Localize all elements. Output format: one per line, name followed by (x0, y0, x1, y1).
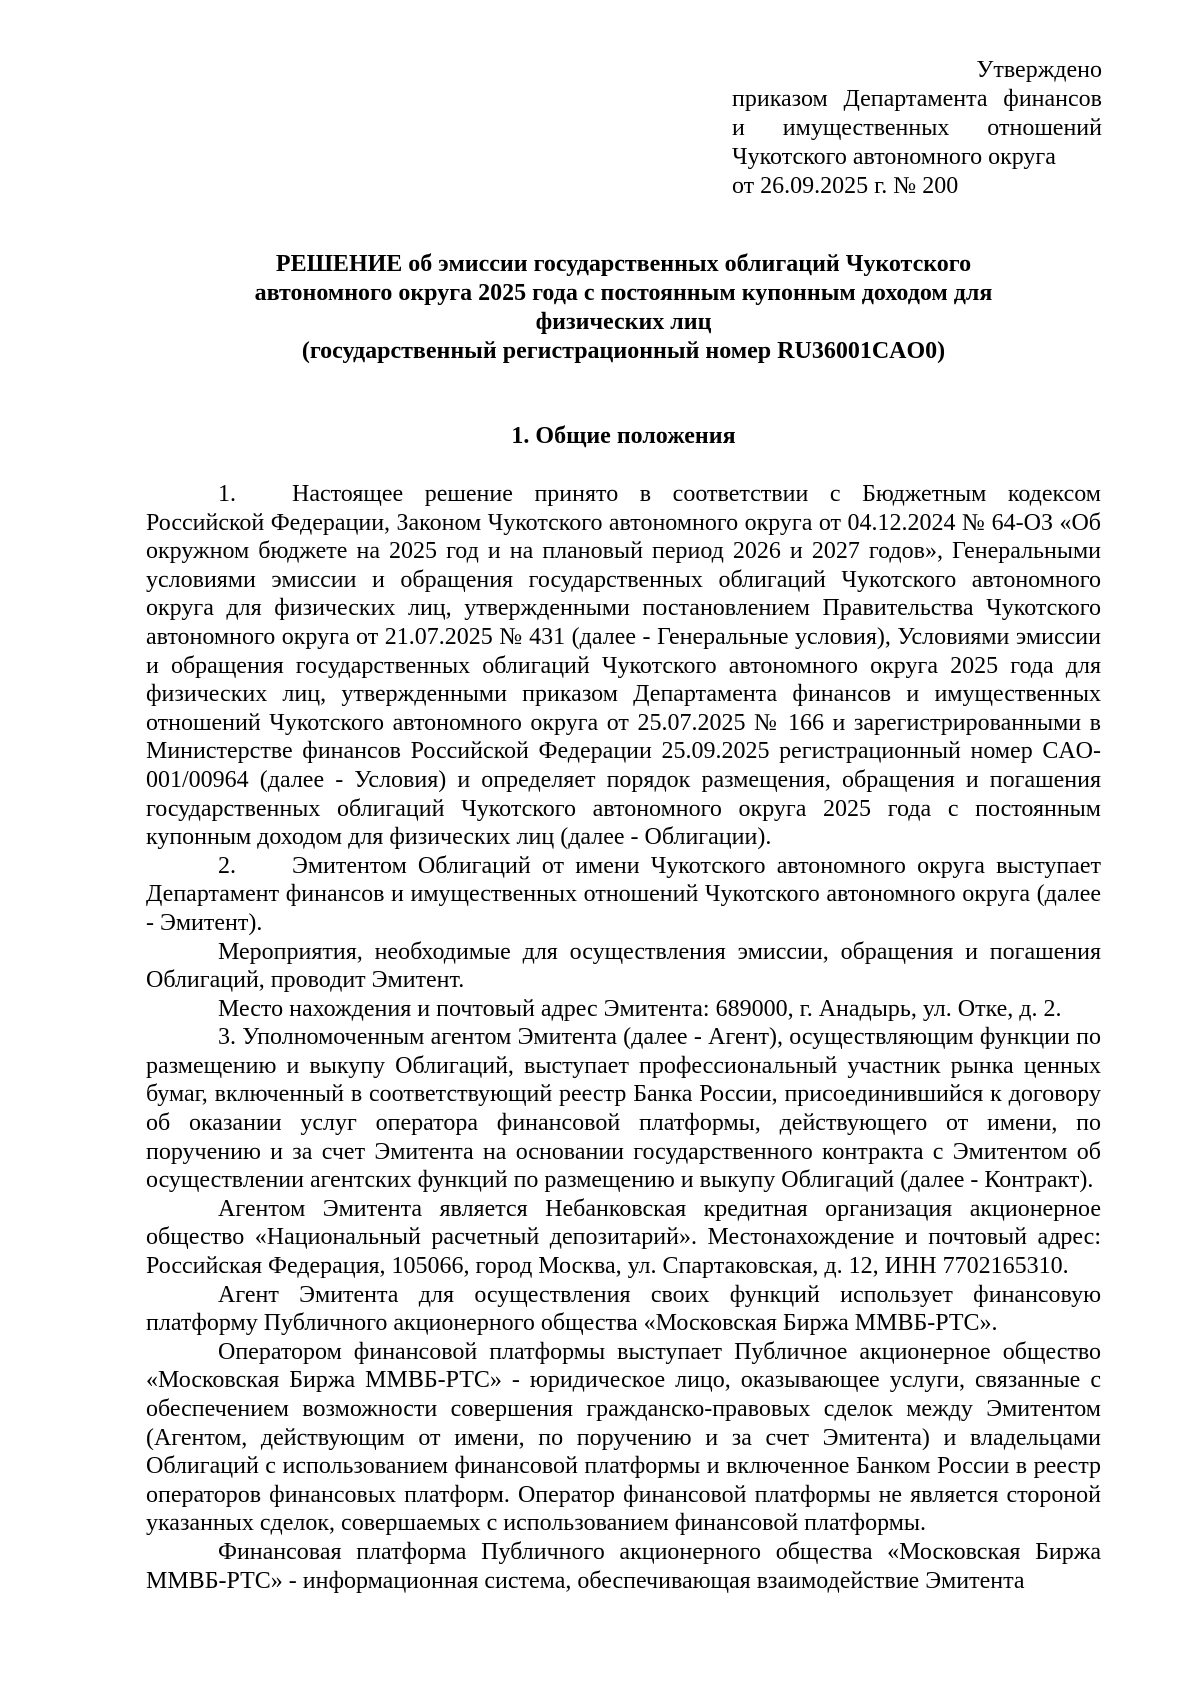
paragraph-1 (146, 480, 1101, 852)
title-line-4: (государственный регистрационный номер RU36001CAO0) (301, 338, 946, 364)
paragraph-7: Агент Эмитента для осуществления своих функций использует финансовую платформу Публичного акционерного общества «Московская Биржа ММВБ-РТС». (146, 1281, 1101, 1337)
document-body (146, 480, 1101, 1595)
paragraph-2-text: Эмитентом Облигаций от имени Чукотского автономного округа выступает Департамент финансов и имущественных отношений Чукотского автономного округа (далее - Эмитент). (146, 852, 1101, 936)
paragraph-3: Мероприятия, необходимые для осуществления эмиссии, обращения и погашения Облигаций, проводит Эмитент. (146, 938, 1101, 994)
paragraph-1-text: Настоящее решение принято в соответствии с Бюджетным кодексом Российской Федерации, Законом Чукотского автономного округа от 04.12.2024 № 64-ОЗ «Об окружном бюджете на 2025 год и на плановый период 2026 и 2027 годов», Генеральными условиями эмиссии и обращения государственных облигаций Чукотского автономного округа для физических лиц, утвержденными постановлением Правительства Чукотского автономного округа от 21.07.2025 № 431 (далее - Генеральные условия), Условиями эмиссии и обращения государственных облигаций Чукотского автономного округа 2025 года для физических лиц, утвержденными приказом Департамента финансов и имущественных отношений Чукотского автономного округа от 25.07.2025 № 166 и зарегистрированными в Министерстве финансов Российской Федерации 25.09.2025 регистрационный номер CAO-001/00964 (далее - Условия) и определяет порядок размещения, обращения и погашения государственных облигаций Чукотского автономного округа 2025 года с постоянным купонным доходом для физических лиц (далее - Облигации). (146, 481, 1101, 851)
approval-order-line: приказом Департамента финансов (732, 86, 1102, 112)
title-line-1: РЕШЕНИЕ об эмиссии государственных облигаций Чукотского (275, 251, 972, 277)
approval-region-line: Чукотского автономного округа (732, 144, 1056, 170)
paragraph-2 (146, 852, 1101, 938)
approval-label: Утверждено (976, 57, 1102, 83)
document-title (146, 250, 1101, 366)
paragraph-9: Финансовая платформа Публичного акционерного общества «Московская Биржа ММВБ-РТС» - информационная система, обеспечивающая взаимодействие Эмитента (146, 1538, 1101, 1594)
title-line-3: физических лиц (535, 309, 712, 335)
approval-department-line: и имущественных отношений (732, 115, 1102, 141)
paragraph-5: 3. Уполномоченным агентом Эмитента (далее - Агент), осуществляющим функции по размещению и выкупу Облигаций, выступает профессиональный участник рынка ценных бумаг, включенный в соответствующий реестр Банка России, присоединившийся к договору об оказании услуг оператора финансовой платформы, действующего от имени, по поручению и за счет Эмитента на основании государственного контракта с Эмитентом об осуществлении агентских функций по размещению и выкупу Облигаций (далее - Контракт). (146, 1024, 1101, 1194)
paragraph-6: Агентом Эмитента является Небанковская кредитная организация акционерное общество «Национальный расчетный депозитарий». Местонахождение и почтовый адрес: Российская Федерация, 105066, город Москва, ул. Спартаковская, д. 12, ИНН 7702165310. (146, 1195, 1101, 1280)
paragraph-4: Место нахождения и почтовый адрес Эмитента: 689000, г. Анадырь, ул. Отке, д. 2. (218, 995, 1062, 1022)
paragraph-8: Оператором финансовой платформы выступает Публичное акционерное общество «Московская Биржа ММВБ-РТС» - юридическое лицо, оказывающее услуги, связанные с обеспечением возможности совершения гражданско-правовых сделок между Эмитентом (Агентом, действующим от имени, по поручению и за счет Эмитента) и владельцами Облигаций с использованием финансовой платформы и включенное Банком России в реестр операторов финансовых платформ. Оператор финансовой платформы не является стороной указанных сделок, совершаемых с использованием финансовой платформы. (146, 1338, 1101, 1537)
title-line-2: автономного округа 2025 года с постоянным купонным доходом для (254, 280, 993, 306)
approval-stamp-block (732, 56, 1102, 201)
section-heading: 1. Общие положения (511, 423, 736, 449)
approval-date-line: от 26.09.2025 г. № 200 (732, 173, 959, 199)
paragraph-2-number: 2. (218, 852, 236, 879)
paragraph-1-number: 1. (218, 481, 236, 507)
